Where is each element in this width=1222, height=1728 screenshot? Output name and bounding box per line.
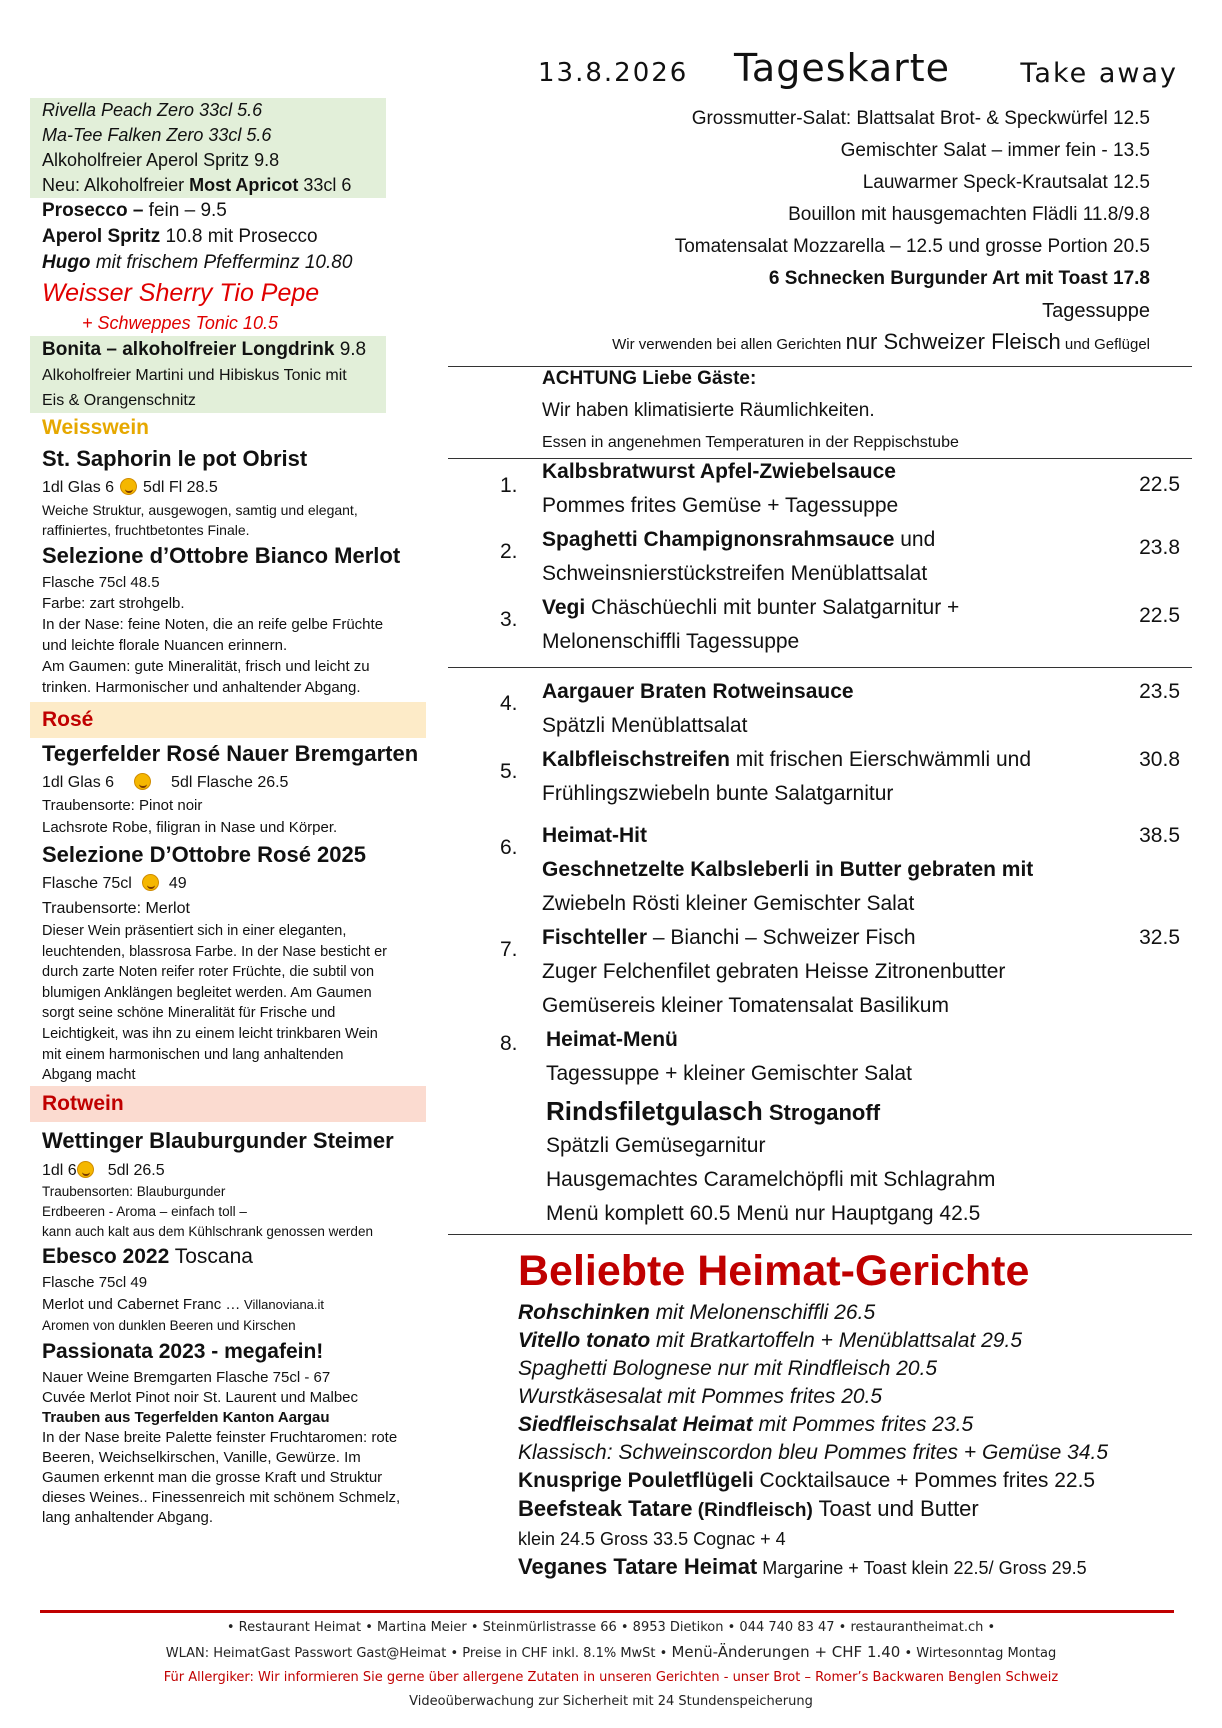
dish-title: Spaghetti Champignonsrahmsauce und <box>542 528 936 551</box>
wine-desc: Nauer Weine Bremgarten Flasche 75cl - 67 <box>42 1368 331 1386</box>
starter-item: Bouillon mit hausgemachten Flädli 11.8/9.8 <box>788 204 1150 225</box>
starter-item: Gemischter Salat – immer fein - 13.5 <box>840 140 1150 161</box>
footer-allergy: Für Allergiker: Wir informieren Sie gerne über allergene Zutaten in unseren Gerichten - unser Brot – Romer’s Backwaren Benglen Schweiz <box>163 1670 1059 1685</box>
wine-desc: Traubensorte: Pinot noir <box>42 797 203 814</box>
takeaway-label: Take away <box>1020 58 1178 89</box>
dish-1 <box>500 460 1180 526</box>
drink-prosecco: Prosecco – fein – 9.5 <box>42 200 227 221</box>
wine-desc: leuchtenden, blassrosa Farbe. In der Nase besticht er <box>42 943 387 960</box>
wine-desc: Lachsrote Robe, filigran in Nase und Körper. <box>42 819 338 836</box>
dish-line: Zuger Felchenfilet gebraten Heisse Zitronenbutter <box>542 960 1006 983</box>
dish-6 <box>500 824 1180 924</box>
wink-emoji-icon <box>120 478 137 495</box>
dish-line: Tagessuppe + kleiner Gemischter Salat <box>546 1062 912 1085</box>
wink-emoji-icon <box>142 874 159 891</box>
dish-price: 22.5 <box>1139 473 1180 496</box>
wine-desc: In der Nase: feine Noten, die an reife gelbe Früchte <box>42 616 384 633</box>
wine-desc: raffiniertes, fruchtbetontes Finale. <box>42 522 250 538</box>
wink-emoji-icon <box>77 1161 94 1178</box>
popular-item: Knusprige Pouletflügeli Cocktailsauce + Pommes frites 22.5 <box>518 1469 1096 1492</box>
wine-wettinger: Wettinger Blauburgunder Steimer <box>42 1127 394 1153</box>
wine-desc: durch zarte Noten reifer roter Früchte, die subtil von <box>42 964 375 981</box>
starters-list <box>540 103 1150 360</box>
dish-price: 32.5 <box>1139 926 1180 949</box>
wine-desc: Abgang macht <box>42 1067 136 1084</box>
starter-item: 6 Schnecken Burgunder Art mit Toast 17.8 <box>768 268 1150 289</box>
wink-emoji-icon <box>134 773 151 790</box>
drink-matee: Ma-Tee Falken Zero 33cl 5.6 <box>30 123 386 148</box>
dish-number: 7. <box>500 938 518 961</box>
drink-aperol-af: Alkoholfreier Aperol Spritz 9.8 <box>30 148 386 173</box>
wine-desc: Am Gaumen: gute Mineralität, frisch und leicht zu <box>42 658 370 675</box>
footer-rule <box>40 1610 1174 1613</box>
dish-price: 38.5 <box>1139 824 1180 847</box>
popular-item: Spaghetti Bolognese nur mit Rindfleisch 20.5 <box>518 1357 938 1380</box>
drink-martini-2: Eis & Orangenschnitz <box>30 388 386 413</box>
wine-desc: mit einem harmonischen und lang anhaltenden <box>42 1046 344 1063</box>
menu-date: 13.8.2026 <box>538 58 689 88</box>
dish-price: 22.5 <box>1139 604 1180 627</box>
notice-title: ACHTUNG Liebe Gäste: <box>542 368 757 389</box>
dish-line: Melonenschiffli Tagessuppe <box>542 630 800 653</box>
wine-desc: Trauben aus Tegerfelden Kanton Aargau <box>42 1408 330 1426</box>
wine-desc: Traubensorten: Blauburgunder <box>42 1183 226 1199</box>
wine-selezione-rose: Selezione D’Ottobre Rosé 2025 <box>42 842 366 867</box>
dish-number: 1. <box>500 474 518 497</box>
dish-title: Aargauer Braten Rotweinsauce <box>542 680 854 703</box>
dish-7 <box>500 926 1180 1026</box>
wine-desc: dieses Weines.. Finessenreich mit schönem Schmelz, <box>42 1488 401 1506</box>
wine-desc: lang anhaltender Abgang. <box>42 1508 213 1526</box>
dish-number: 3. <box>500 608 518 631</box>
notice-line: Essen in angenehmen Temperaturen in der Reppischstube <box>542 434 959 451</box>
drink-rivella: Rivella Peach Zero 33cl 5.6 <box>30 98 386 123</box>
dish-line: Spätzli Gemüsegarnitur <box>546 1134 766 1157</box>
wine-selezione-bianco: Selezione d’Ottobre Bianco Merlot <box>42 543 401 568</box>
starter-item: Grossmutter-Salat: Blattsalat Brot- & Speckwürfel 12.5 <box>691 108 1150 129</box>
dish-title: Kalbsbratwurst Apfel-Zwiebelsauce <box>542 460 896 483</box>
popular-item: Siedfleischsalat Heimat mit Pommes frites 23.5 <box>518 1413 974 1436</box>
dish-line: Spätzli Menüblattsalat <box>542 714 748 737</box>
swiss-meat-note: Wir verwenden bei allen Gerichten nur Schweizer Fleisch und Geflügel <box>612 329 1150 354</box>
wine-passionata: Passionata 2023 - megafein! <box>42 1339 324 1363</box>
wine-desc: Beeren, Weichselkirschen, Vanille, Gewürze. Im <box>42 1448 361 1466</box>
wine-st-saphorin-price: 1dl Glas 6 5dl Fl 28.5 <box>42 479 218 496</box>
dish-line: Schweinsnierstückstreifen Menüblattsalat <box>542 562 928 585</box>
dish-3 <box>500 596 1180 662</box>
drink-hugo: Hugo mit frischem Pfefferminz 10.80 <box>42 252 353 273</box>
starter-item: Lauwarmer Speck-Krautsalat 12.5 <box>862 172 1150 193</box>
popular-dishes <box>518 1243 1198 1582</box>
popular-item: Wurstkäsesalat mit Pommes frites 20.5 <box>518 1385 883 1408</box>
divider <box>448 1234 1192 1235</box>
dish-number: 6. <box>500 836 518 859</box>
starter-item: Tomatensalat Mozzarella – 12.5 und grosse Portion 20.5 <box>674 236 1150 257</box>
dish-8 <box>500 1028 1180 1233</box>
wine-selezione-rose-price: Flasche 75cl 49 <box>42 875 187 892</box>
dish-title: Heimat-Hit <box>542 824 648 847</box>
popular-item: Vitello tonato mit Bratkartoffeln + Menüblattsalat 29.5 <box>518 1329 1022 1352</box>
drink-bonita: Bonita – alkoholfreier Longdrink 9.8 <box>30 336 386 363</box>
footer-info: WLAN: HeimatGast Passwort Gast@Heimat • Preise in CHF inkl. 8.1% MwSt • Menü-Änderungen + CHF 1.40 • Wirtesonntag Montag <box>165 1643 1057 1661</box>
dish-number: 5. <box>500 760 518 783</box>
drink-martini-1: Alkoholfreier Martini und Hibiskus Tonic mit <box>30 363 386 388</box>
wine-wettinger-price: 1dl 6 5dl 26.5 <box>42 1161 165 1179</box>
wine-desc: Leichtigkeit, was ihn zu einem leicht trinkbaren Wein <box>42 1025 378 1042</box>
dish-line: Rindsfiletgulasch Stroganoff <box>546 1096 881 1126</box>
popular-title: Beliebte Heimat-Gerichte <box>518 1247 1030 1295</box>
wine-desc: und leichte florale Nuancen erinnern. <box>42 637 288 654</box>
dish-price: 23.5 <box>1139 680 1180 703</box>
dish-line: Pommes frites Gemüse + Tagessuppe <box>542 494 899 517</box>
dish-line: Zwiebeln Rösti kleiner Gemischter Salat <box>542 892 915 915</box>
popular-item: Veganes Tatare Heimat Margarine + Toast klein 22.5/ Gross 29.5 <box>518 1554 1087 1579</box>
wine-desc: blumigen Anklängen begleitet werden. Am Gaumen <box>42 984 372 1001</box>
drink-sherry: Weisser Sherry Tio Pepe <box>42 279 320 307</box>
dish-price: 30.8 <box>1139 748 1180 771</box>
section-weisswein: Weisswein <box>42 416 149 439</box>
dish-2 <box>500 528 1180 594</box>
page-title: Tageskarte <box>734 46 951 90</box>
wine-desc: Flasche 75cl 48.5 <box>42 574 160 591</box>
dish-title: Fischteller – Bianchi – Schweizer Fisch <box>542 926 916 949</box>
drink-sherry-tonic: + Schweppes Tonic 10.5 <box>82 313 278 333</box>
wine-desc: Gaumen erkennt man die grosse Kraft und Struktur <box>42 1468 383 1486</box>
dish-number: 8. <box>500 1032 518 1055</box>
drinks-wine-column <box>30 98 430 1528</box>
divider <box>448 458 1192 459</box>
dish-title: Kalbfleischstreifen mit frischen Eierschwämmli und <box>542 748 1031 771</box>
drink-most: Neu: Alkoholfreier Most Apricot 33cl 6 <box>30 173 386 198</box>
page-header <box>538 46 1178 96</box>
wine-tegerfelder-price: 1dl Glas 6 5dl Flasche 26.5 <box>42 774 289 791</box>
dish-4 <box>500 680 1180 746</box>
dish-title: Vegi Chäschüechli mit bunter Salatgarnitur + <box>542 596 960 619</box>
notice-line: Wir haben klimatisierte Räumlichkeiten. <box>542 400 875 421</box>
dish-price: 23.8 <box>1139 536 1180 559</box>
starter-item: Tagessuppe <box>1042 300 1150 322</box>
footer-video: Videoüberwachung zur Sicherheit mit 24 Stundenspeicherung <box>409 1694 813 1709</box>
wine-desc: Flasche 75cl 49 <box>42 1273 148 1291</box>
wine-desc: sorgt seine schöne Mineralität für Frische und <box>42 1005 336 1022</box>
dish-number: 4. <box>500 692 518 715</box>
wine-desc: Weiche Struktur, ausgewogen, samtig und elegant, <box>42 502 358 518</box>
notice-block <box>542 364 959 458</box>
wine-st-saphorin: St. Saphorin le pot Obrist <box>42 446 308 471</box>
drink-aperol: Aperol Spritz 10.8 mit Prosecco <box>42 226 318 247</box>
footer <box>0 1616 1222 1714</box>
section-rotwein: Rotwein <box>30 1086 426 1122</box>
section-rose: Rosé <box>30 702 426 738</box>
divider <box>448 667 1192 668</box>
popular-item: Rohschinken mit Melonenschiffli 26.5 <box>518 1301 876 1324</box>
wine-tegerfelder-rose: Tegerfelder Rosé Nauer Bremgarten <box>42 741 419 766</box>
dish-number: 2. <box>500 540 518 563</box>
wine-desc: Farbe: zart strohgelb. <box>42 595 185 612</box>
dish-line: Menü komplett 60.5 Menü nur Hauptgang 42.5 <box>546 1202 981 1225</box>
popular-item: Klassisch: Schweinscordon bleu Pommes frites + Gemüse 34.5 <box>518 1441 1109 1464</box>
wine-desc: kann auch kalt aus dem Kühlschrank genossen werden <box>42 1223 373 1239</box>
wine-desc: Cuvée Merlot Pinot noir St. Laurent und Malbec <box>42 1388 359 1406</box>
wine-desc: In der Nase breite Palette feinster Fruchtaromen: rote <box>42 1428 398 1446</box>
footer-address: • Restaurant Heimat • Martina Meier • Steinmürlistrasse 66 • 8953 Dietikon • 044 740 83 47 • restaurantheimat.ch • <box>226 1620 996 1635</box>
wine-ebesco: Ebesco 2022 Toscana <box>42 1244 253 1268</box>
dish-5 <box>500 748 1180 814</box>
dish-title: Heimat-Menü <box>546 1028 678 1051</box>
wine-desc: Erdbeeren - Aroma – einfach toll – <box>42 1203 247 1219</box>
wine-desc: Traubensorte: Merlot <box>42 900 190 917</box>
popular-item: klein 24.5 Gross 33.5 Cognac + 4 <box>518 1529 786 1549</box>
wine-desc: Merlot und Cabernet Franc … Villanoviana.it <box>42 1295 325 1313</box>
popular-item: Beefsteak Tatare (Rindfleisch) Toast und Butter <box>518 1496 979 1521</box>
dish-line: Frühlingszwiebeln bunte Salatgarnitur <box>542 782 894 805</box>
wine-desc: Aromen von dunklen Beeren und Kirschen <box>42 1317 296 1333</box>
wine-desc: Dieser Wein präsentiert sich in einer eleganten, <box>42 923 347 939</box>
dish-line: Gemüsereis kleiner Tomatensalat Basilikum <box>542 994 949 1017</box>
wine-desc: trinken. Harmonischer und anhaltender Abgang. <box>42 679 361 696</box>
dish-line: Hausgemachtes Caramelchöpfli mit Schlagrahm <box>546 1168 996 1191</box>
dish-line: Geschnetzelte Kalbsleberli in Butter gebraten mit <box>542 858 1034 881</box>
